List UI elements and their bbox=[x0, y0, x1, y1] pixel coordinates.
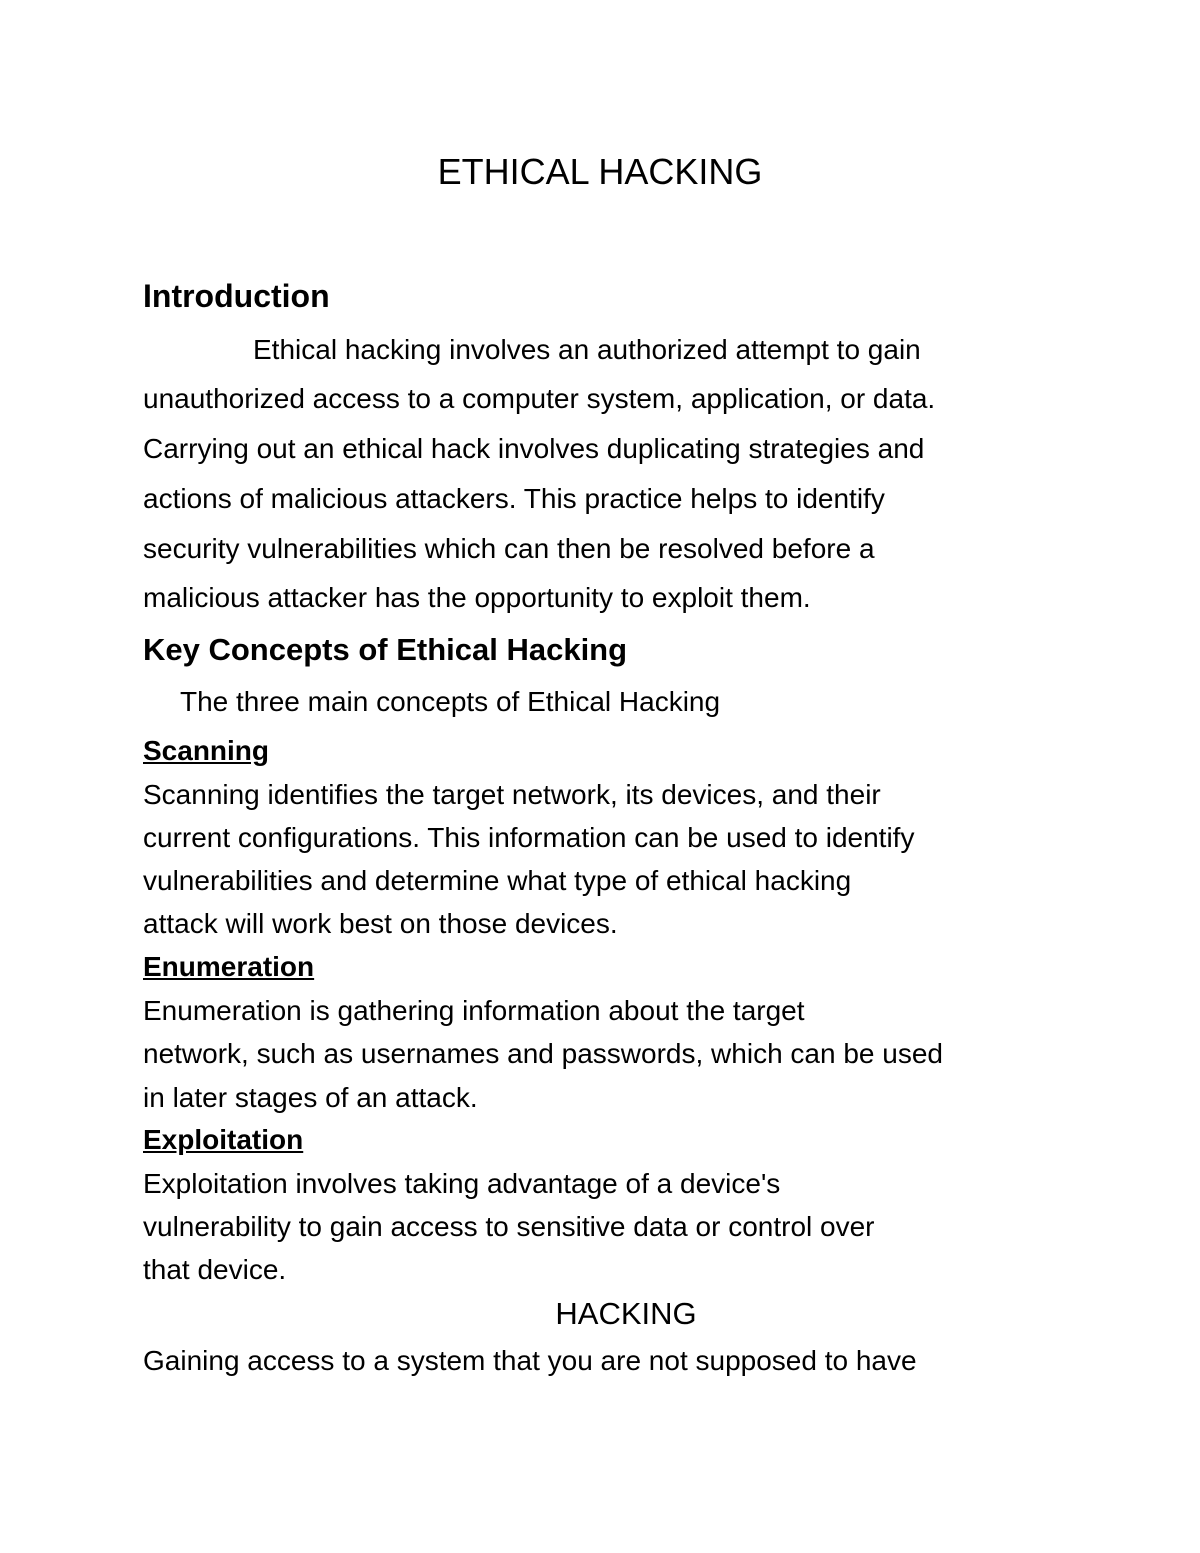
scanning-line: vulnerabilities and determine what type of ethical hacking bbox=[143, 865, 852, 896]
enumeration-line: Enumeration is gathering information about the target bbox=[143, 995, 805, 1026]
enumeration-line: in later stages of an attack. bbox=[143, 1082, 478, 1113]
scanning-line: current configurations. This information can be used to identify bbox=[143, 822, 915, 853]
introduction-line: unauthorized access to a computer system, application, or data. bbox=[143, 383, 936, 414]
exploitation-line: Exploitation involves taking advantage of a device's bbox=[143, 1168, 781, 1199]
enumeration-line: network, such as usernames and passwords, which can be used bbox=[143, 1038, 943, 1069]
introduction-line: Ethical hacking involves an authorized attempt to gain bbox=[253, 334, 921, 365]
introduction-line: malicious attacker has the opportunity to exploit them. bbox=[143, 582, 811, 613]
key-concepts-subtitle: The three main concepts of Ethical Hacking bbox=[180, 686, 721, 717]
scanning-line: attack will work best on those devices. bbox=[143, 908, 618, 939]
hacking-line: Gaining access to a system that you are not supposed to have bbox=[143, 1345, 917, 1376]
introduction-line: security vulnerabilities which can then be resolved before a bbox=[143, 533, 875, 564]
enumeration-heading: Enumeration bbox=[143, 951, 315, 982]
exploitation-heading: Exploitation bbox=[143, 1124, 304, 1155]
scanning-line: Scanning identifies the target network, its devices, and their bbox=[143, 779, 881, 810]
introduction-line: actions of malicious attackers. This practice helps to identify bbox=[143, 483, 885, 514]
exploitation-line: vulnerability to gain access to sensitive data or control over bbox=[143, 1211, 875, 1242]
introduction-heading: Introduction bbox=[143, 278, 330, 314]
introduction-line: Carrying out an ethical hack involves duplicating strategies and bbox=[143, 433, 925, 464]
scanning-heading: Scanning bbox=[143, 735, 270, 766]
key-concepts-heading: Key Concepts of Ethical Hacking bbox=[143, 632, 628, 667]
document-title: ETHICAL HACKING bbox=[437, 151, 763, 192]
hacking-heading: HACKING bbox=[555, 1296, 697, 1331]
exploitation-line: that device. bbox=[143, 1254, 287, 1285]
